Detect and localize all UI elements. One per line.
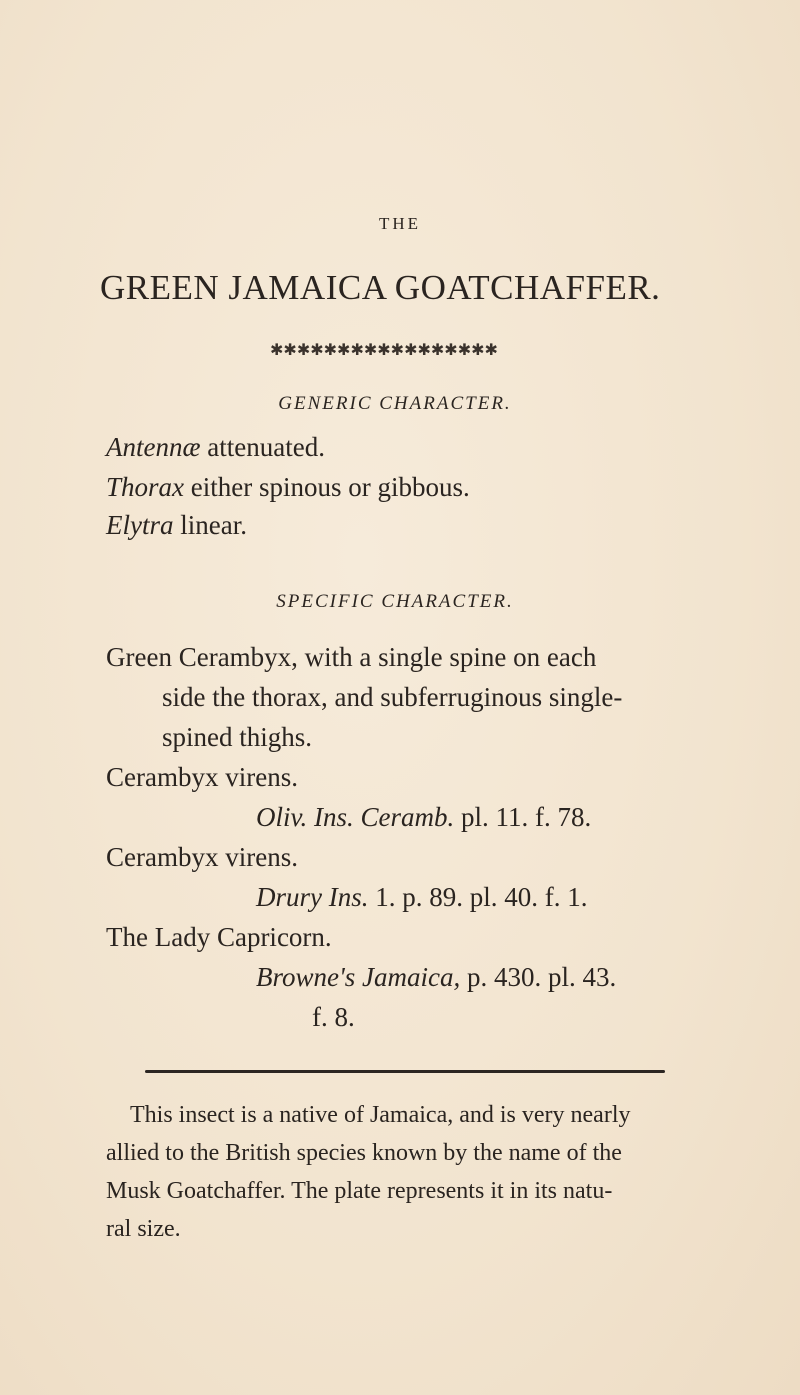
synonym-3-name: The Lady Capricorn. [106, 922, 332, 952]
page-title: GREEN JAMAICA GOATCHAFFER. [100, 268, 661, 307]
synonym-3-plate: p. 430. pl. 43. [460, 962, 617, 992]
synonym-3-reference [256, 962, 616, 993]
antennae-text: attenuated. [200, 432, 325, 462]
synonym-1-name: Cerambyx virens. [106, 762, 298, 792]
elytra-term: Elytra [106, 510, 174, 540]
synonym-1-plate: pl. 11. f. 78. [454, 802, 592, 832]
synonym-1-source: Oliv. Ins. Ceramb. [256, 802, 455, 832]
antennae-term: Antennæ [106, 432, 201, 462]
specific-desc-line-2: side the thorax, and subferruginous single- [162, 682, 623, 712]
description-line-2: allied to the British species known by the name of the [106, 1140, 622, 1166]
ornament-stars: ✱✱✱✱✱✱✱✱✱✱✱✱✱✱✱✱✱ [270, 340, 498, 359]
thorax-text: either spinous or gibbous. [184, 472, 470, 502]
elytra-line [106, 510, 247, 541]
pre-title: THE [378, 214, 422, 233]
synonym-2-plate: 1. p. 89. pl. 40. f. 1. [368, 882, 588, 912]
thorax-line [106, 472, 470, 503]
antennae-line [106, 432, 325, 463]
description-line-1: This insect is a native of Jamaica, and is very nearly [130, 1102, 631, 1128]
specific-desc-line-3: spined thighs. [162, 722, 313, 752]
synonym-1-reference [256, 802, 591, 833]
description-line-4: ral size. [106, 1216, 181, 1242]
synonym-2-reference [256, 882, 588, 913]
thorax-term: Thorax [106, 472, 185, 502]
synonym-3-figure: f. 8. [312, 1002, 355, 1032]
section-rule [145, 1070, 665, 1073]
synonym-2-name: Cerambyx virens. [106, 842, 298, 872]
specific-character-heading: SPECIFIC CHARACTER. [276, 591, 514, 612]
synonym-2-source: Drury Ins. [256, 882, 369, 912]
generic-character-heading: GENERIC CHARACTER. [278, 393, 512, 414]
synonym-3-source: Browne's Jamaica, [256, 962, 461, 992]
description-line-3: Musk Goatchaffer. The plate represents it in its natu- [106, 1178, 613, 1204]
elytra-text: linear. [173, 510, 247, 540]
specific-desc-line-1: Green Cerambyx, with a single spine on each [106, 642, 597, 672]
